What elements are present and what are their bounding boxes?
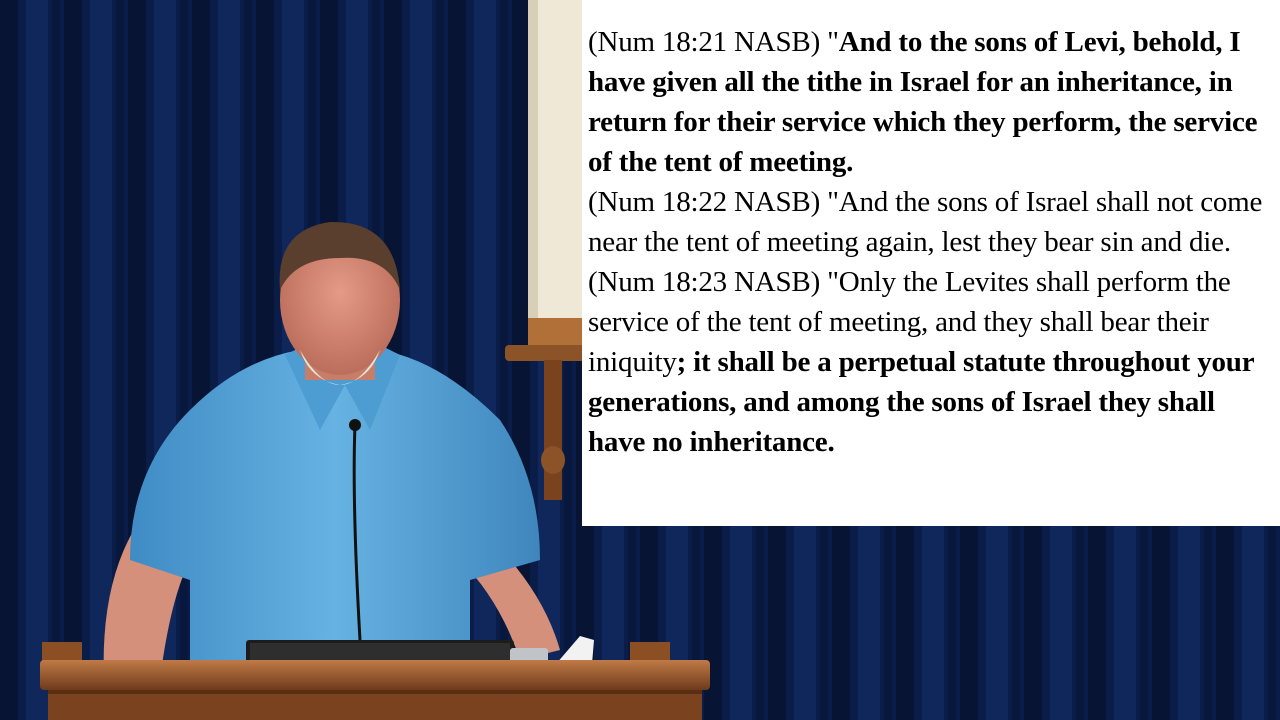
scripture-text-overlay [582,0,1280,526]
verse-num-18-23 [588,262,1272,462]
verse-text-bold: ; it shall be a perpetual statute throughout your generations, and among the sons of Israel they shall have no inheritance. [588,346,1254,458]
verse-text: " [820,26,839,58]
verse-text-bold: And to the sons of Levi, behold, I have given all the tithe in Israel for an inheritance, in return for their service which they perform, the service of the tent of meeting. [588,26,1258,178]
verse-text: "Only the Levites shall perform the service of the tent of meeting, and they shall bear their iniquity [588,266,1231,378]
verse-text: "And the sons of Israel shall not come near the tent of meeting again, lest they bear sin and die. [588,186,1263,258]
verse-num-18-21 [588,22,1272,182]
lapel-microphone-icon [349,419,361,431]
verse-num-18-22 [588,182,1272,262]
verse-reference: (Num 18:22 NASB) [588,186,821,218]
verse-reference: (Num 18:23 NASB) [588,266,821,298]
verse-reference: (Num 18:21 NASB) [588,26,821,58]
